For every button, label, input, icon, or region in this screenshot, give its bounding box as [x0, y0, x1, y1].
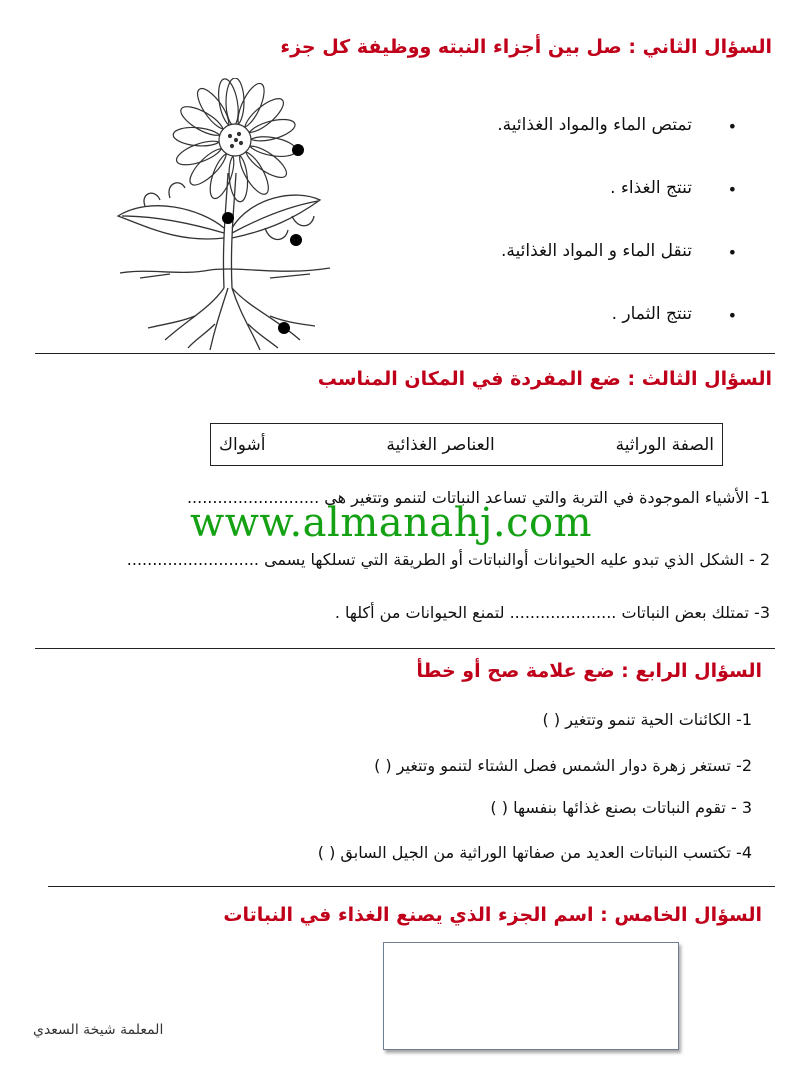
bullet-dot-1: • — [727, 117, 737, 136]
watermark-text: www.almanahj.com — [190, 500, 593, 546]
word-bank-item-3: أشواك — [219, 434, 266, 455]
q3-heading: السؤال الثالث : ضع المفردة في المكان المناسب — [317, 368, 772, 390]
right-leaf-drawing — [232, 195, 320, 238]
q4-statement-3: 3 - تقوم النباتات بصنع غذائها بنفسها ( ) — [490, 798, 752, 817]
word-bank — [210, 423, 723, 466]
answer-box[interactable] — [383, 942, 679, 1050]
q4-statement-4: 4- تكتسب النباتات العديد من صفاتها الوراثية من الجيل السابق ( ) — [317, 843, 752, 862]
q3-sentence-3: 3- تمتلك بعض النباتات ..................... لتمنع الحيوانات من أكلها . — [334, 603, 770, 622]
stem-drawing — [223, 173, 228, 288]
match-dot-1 — [292, 144, 304, 156]
roots-drawing — [148, 288, 315, 350]
match-dot-2 — [222, 212, 234, 224]
q2-heading: السؤال الثاني : صل بين أجزاء النبته ووظيفة كل جزء — [280, 36, 772, 58]
q2-item-3: تنقل الماء و المواد الغذائية. — [500, 241, 692, 261]
bullet-dot-2: • — [727, 180, 737, 199]
bullet-dot-4: • — [727, 306, 737, 325]
q2-item-2: تنتج الغذاء . — [610, 178, 692, 198]
q4-statement-2: 2- تستغر زهرة دوار الشمس فصل الشتاء لتنمو وتتغير ( ) — [374, 756, 752, 775]
word-bank-item-2: العناصر الغذائية — [386, 434, 495, 455]
divider-1 — [35, 353, 775, 354]
q3-sentence-2: 2 - الشكل الذي تبدو عليه الحيوانات أوالنباتات أو الطريقة التي تسلكها يسمى .......................... — [126, 550, 770, 569]
word-bank-item-1: الصفة الوراثية — [615, 434, 714, 455]
q3-sentence-1: 1- الأشياء الموجودة في التربة والتي تساعد النباتات لتنمو وتتغير هي .......................... — [186, 488, 770, 507]
q4-heading: السؤال الرابع : ضع علامة صح أو خطأ — [416, 660, 762, 682]
left-leaf-drawing — [118, 206, 224, 239]
ground-line — [120, 268, 330, 273]
divider-2 — [35, 648, 775, 649]
match-dot-4 — [278, 322, 290, 334]
plant-illustration — [110, 78, 340, 353]
bullet-dot-3: • — [727, 243, 737, 262]
q2-item-4: تنتج الثمار . — [611, 304, 692, 324]
q2-item-1: تمتص الماء والمواد الغذائية. — [497, 115, 692, 135]
teacher-signature: المعلمة شيخة السعدي — [33, 1022, 164, 1038]
match-dot-3 — [290, 234, 302, 246]
divider-3 — [48, 886, 775, 887]
q5-heading: السؤال الخامس : اسم الجزء الذي يصنع الغذاء في النباتات — [223, 904, 762, 926]
q4-statement-1: 1- الكائنات الحية تنمو وتتغير ( ) — [542, 710, 752, 729]
